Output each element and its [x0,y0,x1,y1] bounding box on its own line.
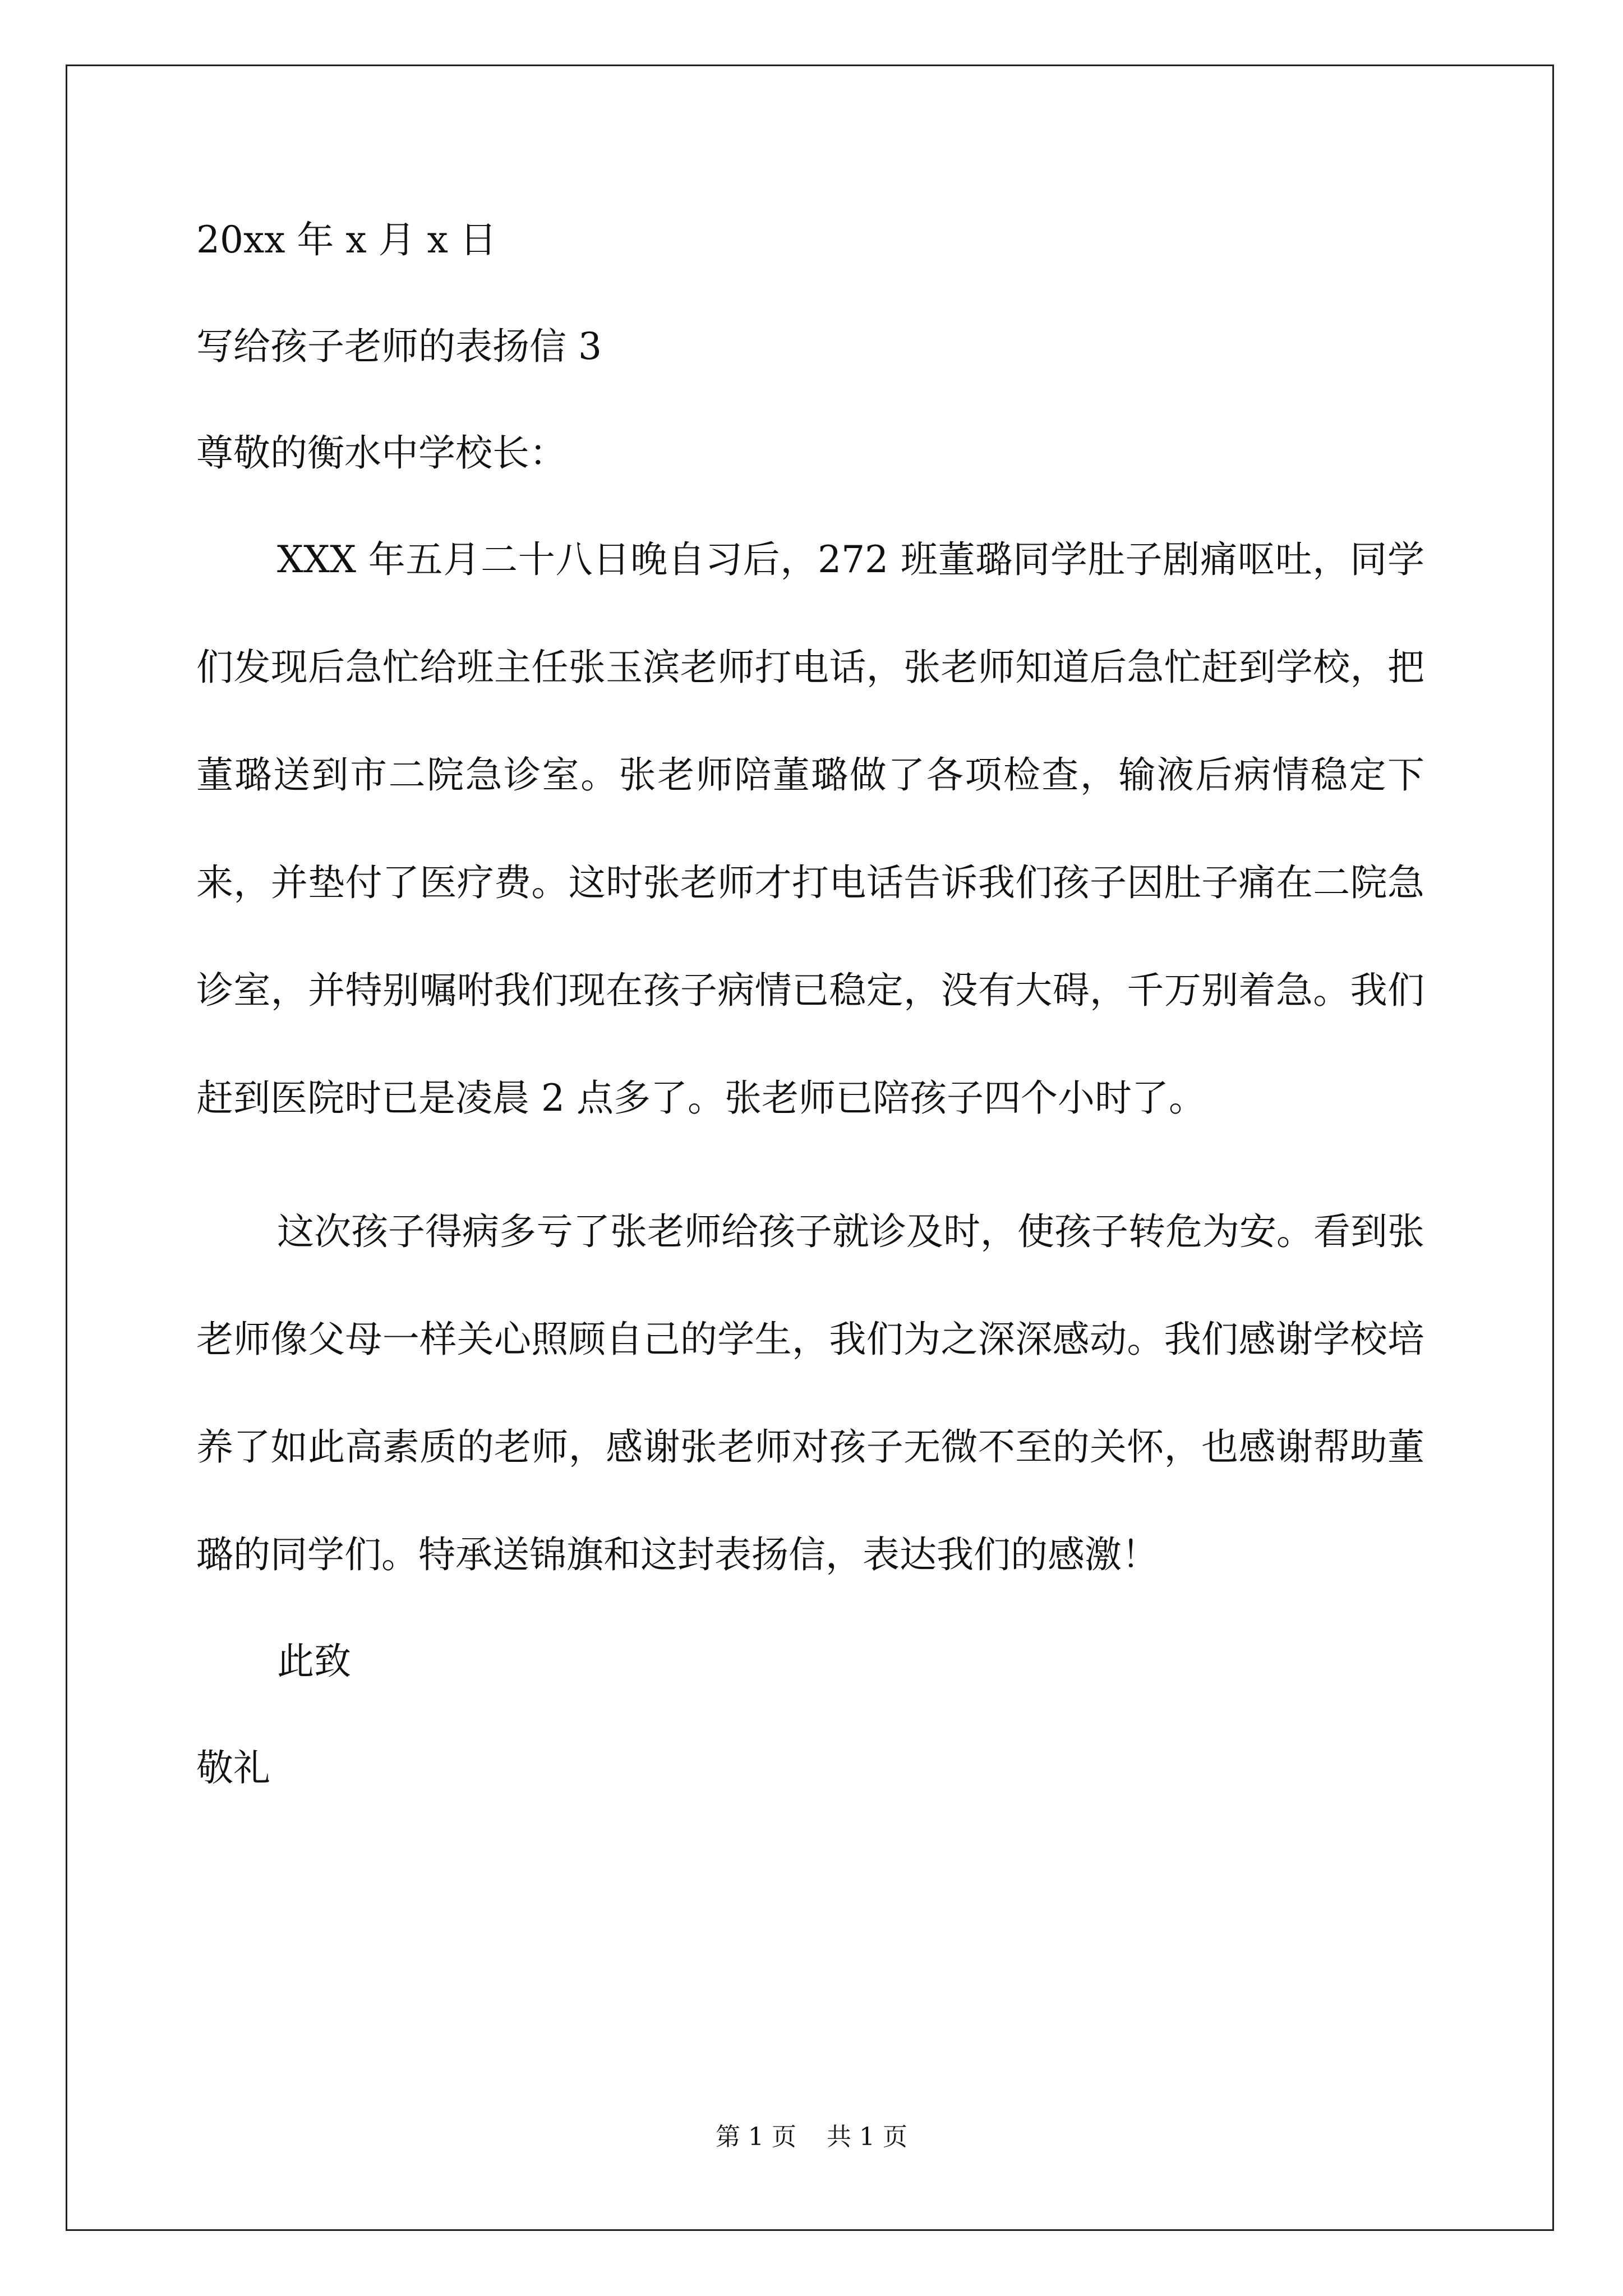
paragraph-text: XXX 年五月二十八日晚自习后，272 班董璐同学肚子剧痛呕吐，同学们发现后急忙给班主任张玉滨老师打电话，张老师知道后急忙赶到学校，把董璐送到市二院急诊室。张老师陪董璐做了各项检查，输液后病情稳定下来，并垫付了医疗费。这时张老师才打电话告诉我们孩子因肚子痛在二院急诊室，并特别嘱咐我们现在孩子病情已稳定，没有大碍，千万别着急。我们赶到医院时已是凌晨 2 点多了。张老师已陪孩子四个小时了。 [196,538,1424,1120]
date-line: 20xx 年 x 月 x 日 [196,218,497,261]
letter-body [196,213,1424,1795]
paragraph-1 [196,506,1424,1152]
paragraph-text: 这次孩子得病多亏了张老师给孩子就诊及时，使孩子转危为安。看到张老师像父母一样关心照顾自己的学生，我们为之深深感动。我们感谢学校培养了如此高素质的老师，感谢张老师对孩子无微不至的关怀，也感谢帮助董璐的同学们。特承送锦旗和这封表扬信，表达我们的感激！ [196,1210,1424,1576]
regards: 敬礼 [196,1746,270,1789]
letter-title: 写给孩子老师的表扬信 3 [196,325,602,368]
closing-phrase: 此致 [277,1640,351,1683]
page-total: 共 1 页 [827,2123,907,2151]
page-current: 第 1 页 [716,2123,796,2151]
paragraph-2 [196,1178,1424,1609]
page-footer [0,2120,1623,2154]
salutation: 尊敬的衡水中学校长： [196,431,566,475]
